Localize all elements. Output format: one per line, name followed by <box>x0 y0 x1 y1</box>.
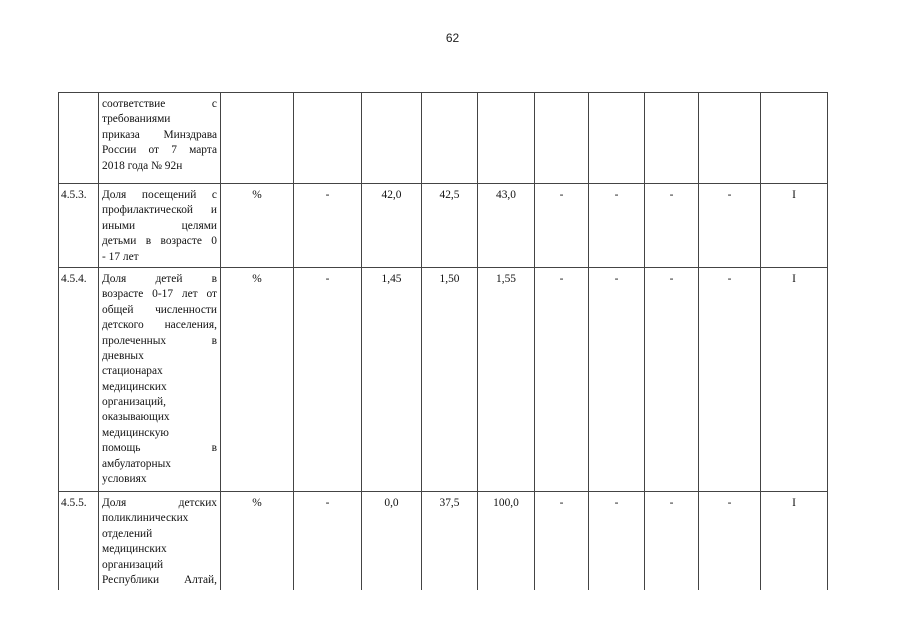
value-cell: - <box>294 184 362 268</box>
table-body <box>59 93 828 591</box>
description-line: Доля детских <box>102 496 217 509</box>
value-cell: - <box>645 491 699 590</box>
description-line: медицинскую <box>102 426 169 439</box>
value-cell <box>645 93 699 184</box>
value-cell: - <box>535 184 589 268</box>
value-cell: 42,5 <box>422 184 478 268</box>
row-number-cell: 4.5.4. <box>59 267 99 491</box>
description-line: организаций <box>102 558 164 571</box>
description-line: стационарах <box>102 365 163 378</box>
value-cell <box>699 93 761 184</box>
value-cell <box>422 93 478 184</box>
unit-cell: % <box>221 491 294 590</box>
description-line: дневных <box>102 349 144 362</box>
row-number-cell <box>59 93 99 184</box>
description-line: оказывающих <box>102 411 170 424</box>
value-cell: - <box>699 184 761 268</box>
value-cell: - <box>535 491 589 590</box>
description-line: иными целями <box>102 219 217 232</box>
value-cell: - <box>589 491 645 590</box>
description-line: отделений <box>102 527 153 540</box>
value-cell: - <box>589 184 645 268</box>
description-line: соответствие с <box>102 98 217 110</box>
table-row <box>59 93 828 184</box>
description-line: - 17 лет <box>102 250 139 263</box>
indicators-table <box>58 92 828 590</box>
description-line: приказа Минздрава <box>102 128 217 141</box>
indicator-description-cell <box>99 491 221 590</box>
page-number: 62 <box>445 31 460 45</box>
unit-cell <box>221 93 294 184</box>
value-cell: - <box>294 267 362 491</box>
value-cell <box>362 93 422 184</box>
indicator-description-cell <box>99 93 221 184</box>
description-line: амбулаторных <box>102 457 171 470</box>
value-cell <box>478 93 535 184</box>
value-cell: 42,0 <box>362 184 422 268</box>
table-row <box>59 267 828 491</box>
value-cell: - <box>699 267 761 491</box>
table-row <box>59 491 828 590</box>
value-cell: - <box>535 267 589 491</box>
description-line: возрасте 0-17 лет от <box>102 288 217 301</box>
value-cell <box>535 93 589 184</box>
indicator-description-cell <box>99 184 221 268</box>
value-cell: I <box>761 491 828 590</box>
value-cell: 0,0 <box>362 491 422 590</box>
description-line: детского населения, <box>102 319 217 332</box>
unit-cell: % <box>221 267 294 491</box>
description-line: требованиями <box>102 113 171 126</box>
value-cell: 1,55 <box>478 267 535 491</box>
description-line: 2018 года № 92н <box>102 159 183 172</box>
value-cell: - <box>645 184 699 268</box>
description-line: России от 7 марта <box>102 144 217 157</box>
indicator-description-cell <box>99 267 221 491</box>
value-cell: - <box>645 267 699 491</box>
value-cell <box>294 93 362 184</box>
value-cell: I <box>761 184 828 268</box>
table-row <box>59 184 828 268</box>
value-cell: 1,50 <box>422 267 478 491</box>
value-cell: - <box>294 491 362 590</box>
value-cell <box>589 93 645 184</box>
value-cell: I <box>761 267 828 491</box>
value-cell: 43,0 <box>478 184 535 268</box>
description-line: общей численности <box>102 303 217 316</box>
value-cell: 37,5 <box>422 491 478 590</box>
description-line: Доля детей в <box>102 272 217 285</box>
description-line: условиях <box>102 473 147 486</box>
description-line: Доля посещений с <box>102 189 217 201</box>
value-cell: - <box>699 491 761 590</box>
row-number-cell: 4.5.5. <box>59 491 99 590</box>
description-line: детьми в возрасте 0 <box>102 235 217 248</box>
value-cell <box>761 93 828 184</box>
value-cell: - <box>589 267 645 491</box>
value-cell: 100,0 <box>478 491 535 590</box>
description-line: пролеченных в <box>102 334 217 347</box>
description-line: помощь в <box>102 442 217 455</box>
unit-cell: % <box>221 184 294 268</box>
description-line: Республики Алтай, <box>102 573 217 586</box>
description-line: медицинских <box>102 380 167 393</box>
description-line: медицинских <box>102 543 167 556</box>
description-line: организаций, <box>102 396 166 409</box>
description-line: профилактической и <box>102 204 217 217</box>
value-cell: 1,45 <box>362 267 422 491</box>
row-number-cell: 4.5.3. <box>59 184 99 268</box>
description-line: поликлинических <box>102 512 189 525</box>
